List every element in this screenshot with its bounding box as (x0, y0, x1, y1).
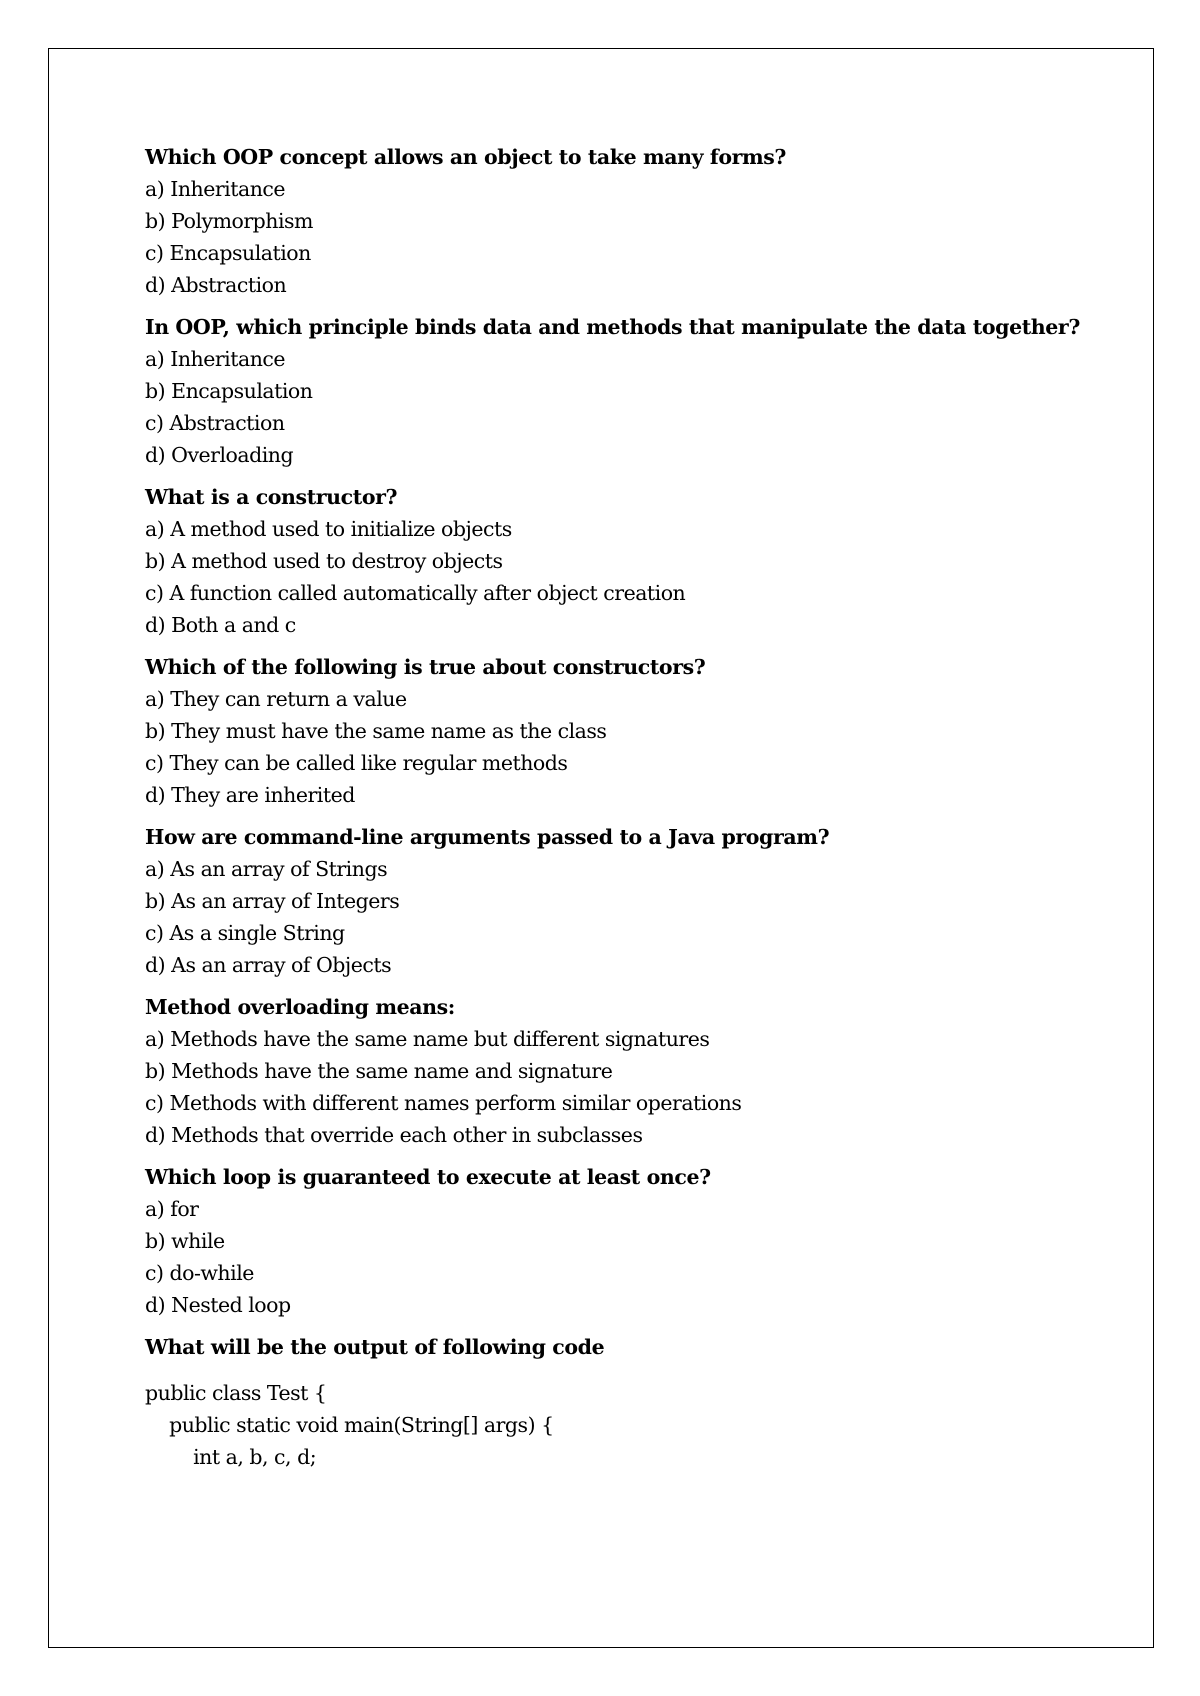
question-2 (145, 311, 1125, 471)
option-list (145, 1023, 1125, 1151)
option-c: c) As a single String (145, 921, 345, 945)
option-a: a) Methods have the same name but different signatures (145, 1027, 710, 1051)
question-sheet (145, 141, 1125, 1483)
option-b: b) A method used to destroy objects (145, 549, 503, 573)
option-list (145, 853, 1125, 981)
option-d: d) Overloading (145, 443, 294, 467)
question-text: Which OOP concept allows an object to take many forms? (145, 145, 787, 169)
option-d: d) Methods that override each other in subclasses (145, 1123, 643, 1147)
option-list (145, 683, 1125, 811)
question-6 (145, 991, 1125, 1151)
option-c: c) do-while (145, 1261, 254, 1285)
code-line: public static void main(String[] args) { (145, 1413, 554, 1437)
option-a: a) As an array of Strings (145, 857, 388, 881)
question-text: Which of the following is true about constructors? (145, 655, 706, 679)
option-list (145, 173, 1125, 301)
question-text: How are command-line arguments passed to a Java program? (145, 825, 830, 849)
question-text: What will be the output of following code (145, 1335, 605, 1359)
option-c: c) Methods with different names perform similar operations (145, 1091, 742, 1115)
question-5 (145, 821, 1125, 981)
option-b: b) Polymorphism (145, 209, 314, 233)
option-d: d) Both a and c (145, 613, 296, 637)
option-c: c) Abstraction (145, 411, 285, 435)
option-b: b) Encapsulation (145, 379, 313, 403)
option-a: a) Inheritance (145, 177, 286, 201)
option-list (145, 1193, 1125, 1321)
question-3 (145, 481, 1125, 641)
question-text: Method overloading means: (145, 995, 455, 1019)
code-line: int a, b, c, d; (145, 1445, 317, 1469)
question-text: What is a constructor? (145, 485, 398, 509)
code-snippet (145, 1377, 1125, 1473)
option-a: a) Inheritance (145, 347, 286, 371)
question-4 (145, 651, 1125, 811)
question-8 (145, 1331, 1125, 1473)
option-list (145, 343, 1125, 471)
option-b: b) As an array of Integers (145, 889, 400, 913)
option-a: a) They can return a value (145, 687, 407, 711)
option-c: c) They can be called like regular methods (145, 751, 568, 775)
question-text: Which loop is guaranteed to execute at least once? (145, 1165, 711, 1189)
option-a: a) for (145, 1197, 199, 1221)
option-list (145, 513, 1125, 641)
code-line: public class Test { (145, 1381, 327, 1405)
option-b: b) while (145, 1229, 225, 1253)
option-d: d) Nested loop (145, 1293, 291, 1317)
question-7 (145, 1161, 1125, 1321)
option-b: b) Methods have the same name and signature (145, 1059, 613, 1083)
question-text: In OOP, which principle binds data and methods that manipulate the data together? (145, 315, 1080, 339)
option-a: a) A method used to initialize objects (145, 517, 512, 541)
option-d: d) They are inherited (145, 783, 355, 807)
option-d: d) Abstraction (145, 273, 287, 297)
option-c: c) Encapsulation (145, 241, 311, 265)
question-1 (145, 141, 1125, 301)
option-d: d) As an array of Objects (145, 953, 392, 977)
option-b: b) They must have the same name as the class (145, 719, 607, 743)
option-c: c) A function called automatically after object creation (145, 581, 686, 605)
